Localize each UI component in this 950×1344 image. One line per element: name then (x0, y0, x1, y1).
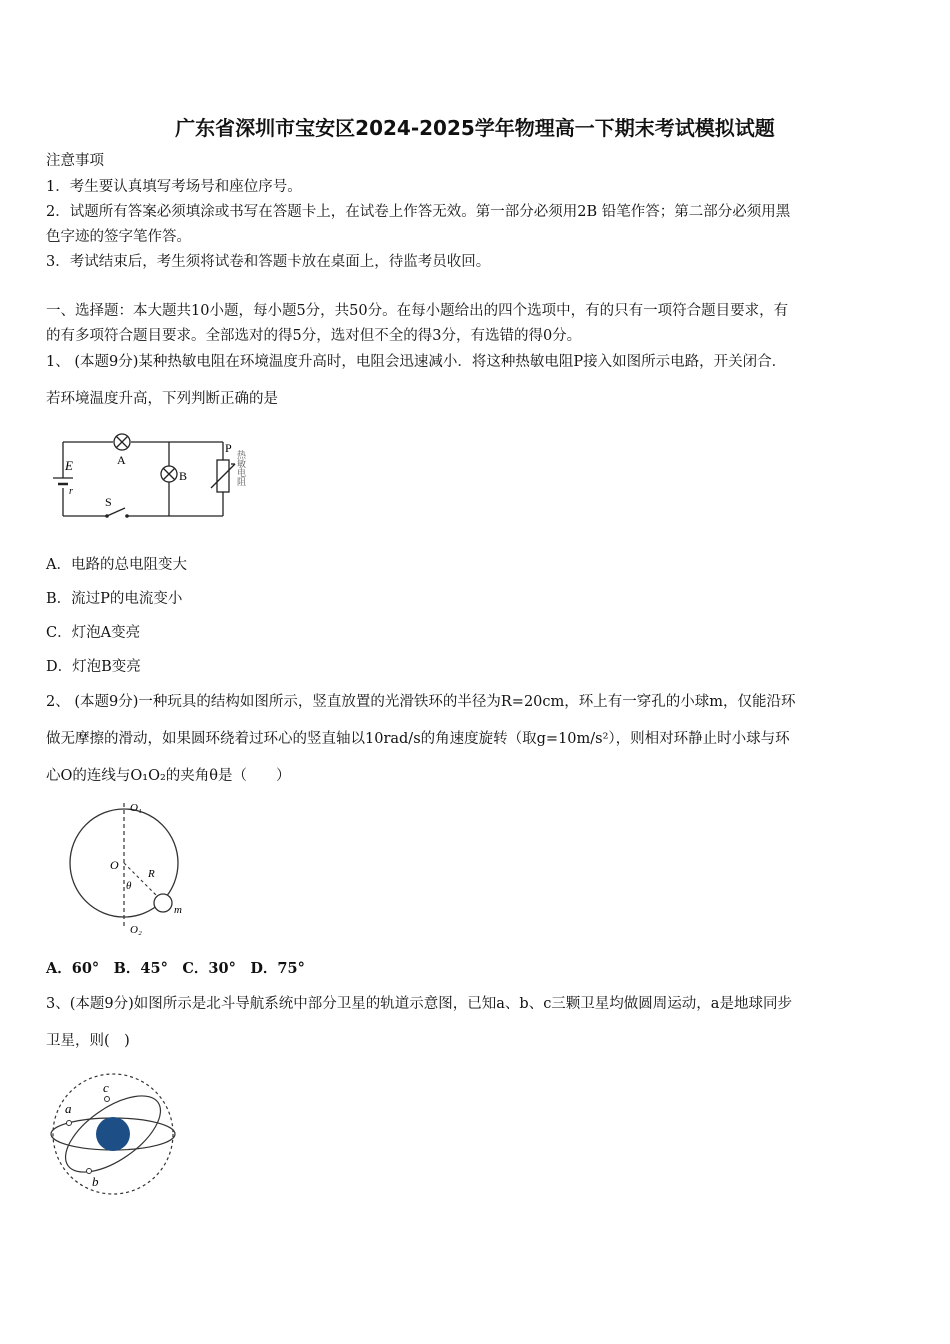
label-O1: O₁ (130, 802, 142, 814)
page-title: 广东省深圳市宝安区2024-2025学年物理高一下期末考试模拟试题 (175, 116, 775, 140)
q2-options: A．60° B．45° C．30° D．75° (46, 960, 305, 977)
label-m: m (174, 904, 182, 916)
label-a: a (65, 1101, 72, 1116)
q2-stem-line1: 2、 (本题9分)一种玩具的结构如图所示，竖直放置的光滑铁环的半径为R=20cm，环上有一穿孔的小球m，仅能沿环 (46, 694, 796, 710)
notice-item-3: 3．考试结束后，考生须将试卷和答题卡放在桌面上，待监考员收回。 (46, 254, 491, 270)
notice-heading: 注意事项 (46, 153, 104, 169)
label-A: A (117, 453, 126, 467)
label-O2: O₂ (130, 924, 142, 936)
q3-stem-line2: 卫星，则( ) (46, 1033, 130, 1049)
q1-option-b: B．流过P的电流变小 (46, 591, 183, 607)
section-intro-line2: 的有多项符合题目要求。全部选对的得5分，选对但不全的得3分，有选错的得0分。 (46, 328, 582, 344)
section-intro-line1: 一、选择题：本大题共10小题，每小题5分，共50分。在每小题给出的四个选项中，有的只有一项符合题目要求，有 (46, 303, 789, 319)
label-P: P (225, 441, 232, 455)
label-b: b (92, 1174, 99, 1189)
q1-stem-line1: 1、 (本题9分)某种热敏电阻在环境温度升高时，电阻会迅速减小．将这种热敏电阻P接入如图所示电路，开关闭合． (46, 354, 787, 370)
notice-item-1: 1．考生要认真填写考场号和座位序号。 (46, 179, 302, 195)
q1-option-d: D．灯泡B变亮 (46, 659, 141, 675)
label-r: r (69, 486, 73, 497)
label-E: E (65, 458, 73, 473)
notice-item-2: 2．试题所有答案必须填涂或书写在答题卡上，在试卷上作答无效。第一部分必须用2B 铅笔作答；第二部分必须用黑 (46, 204, 791, 220)
label-S: S (105, 495, 112, 509)
notice-item-2-cont: 色字迹的签字笔作答。 (46, 229, 191, 245)
earth-icon (96, 1117, 130, 1151)
label-B: B (179, 469, 188, 483)
label-c: c (103, 1080, 109, 1095)
label-thermistor: 热敏电阻 (235, 450, 245, 486)
q2-ring-diagram (60, 795, 200, 940)
label-R: R (148, 868, 155, 880)
q3-orbit-diagram (45, 1068, 185, 1203)
label-O: O (110, 858, 119, 872)
label-theta: θ (126, 880, 132, 892)
q1-circuit-diagram (45, 420, 265, 530)
q1-stem-line2: 若环境温度升高，下列判断正确的是 (46, 391, 278, 407)
q2-stem-line3: 心O的连线与O₁O₂的夹角θ是（ ） (46, 768, 291, 784)
q1-option-a: A．电路的总电阻变大 (46, 557, 187, 573)
q3-stem-line1: 3、(本题9分)如图所示是北斗导航系统中部分卫星的轨道示意图，已知a、b、c三颗卫星均做圆周运动，a是地球同步 (46, 996, 792, 1012)
q1-option-c: C．灯泡A变亮 (46, 625, 141, 641)
q2-stem-line2: 做无摩擦的滑动，如果圆环绕着过环心的竖直轴以10rad/s的角速度旋转（取g=10m/s²），则相对环静止时小球与环 (46, 731, 790, 747)
